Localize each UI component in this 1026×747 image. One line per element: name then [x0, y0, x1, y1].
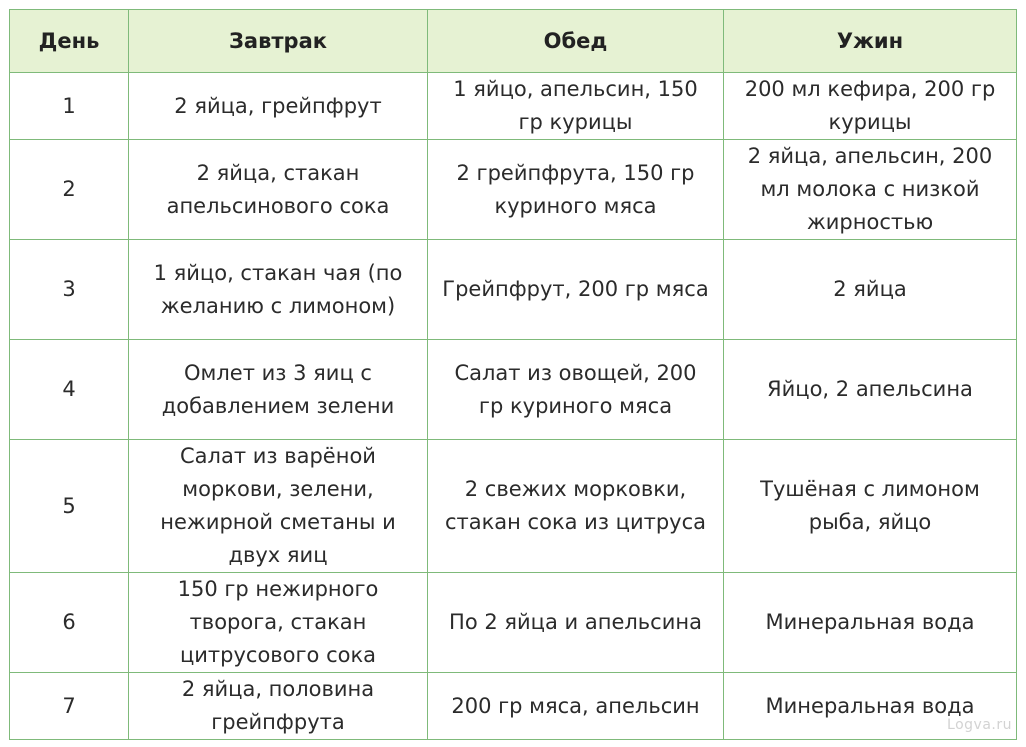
cell-breakfast: Салат из варёной моркови, зелени, нежирной сметаны и двух яиц: [129, 440, 428, 573]
table-row: [10, 240, 1017, 340]
cell-day: 1: [10, 73, 129, 140]
header-day: День: [10, 10, 129, 73]
cell-breakfast: 2 яйца, половина грейпфрута: [129, 673, 428, 740]
diet-table: [9, 9, 1017, 740]
table-row: [10, 73, 1017, 140]
cell-breakfast: 2 яйца, грейпфрут: [129, 73, 428, 140]
cell-breakfast: Омлет из 3 яиц с добавлением зелени: [129, 340, 428, 440]
table-row: [10, 440, 1017, 573]
cell-day: 3: [10, 240, 129, 340]
diet-table-frame: [9, 9, 1016, 736]
cell-day: 6: [10, 573, 129, 673]
cell-lunch: 2 свежих морковки, стакан сока из цитруса: [428, 440, 724, 573]
cell-breakfast: 150 гр нежирного творога, стакан цитрусового сока: [129, 573, 428, 673]
cell-dinner: Минеральная вода: [724, 673, 1017, 740]
table-row: [10, 573, 1017, 673]
cell-lunch: 1 яйцо, апельсин, 150 гр курицы: [428, 73, 724, 140]
cell-lunch: 2 грейпфрута, 150 гр куриного мяса: [428, 140, 724, 240]
cell-dinner: Яйцо, 2 апельсина: [724, 340, 1017, 440]
cell-dinner: Тушёная с лимоном рыба, яйцо: [724, 440, 1017, 573]
cell-lunch: По 2 яйца и апельсина: [428, 573, 724, 673]
cell-day: 4: [10, 340, 129, 440]
table-row: [10, 673, 1017, 740]
header-breakfast: Завтрак: [129, 10, 428, 73]
watermark: Logva.ru: [947, 717, 1012, 733]
cell-dinner: 200 мл кефира, 200 гр курицы: [724, 73, 1017, 140]
cell-day: 2: [10, 140, 129, 240]
cell-breakfast: 2 яйца, стакан апельсинового сока: [129, 140, 428, 240]
cell-dinner: 2 яйца, апельсин, 200 мл молока с низкой жирностью: [724, 140, 1017, 240]
table-row: [10, 340, 1017, 440]
cell-dinner: Минеральная вода: [724, 573, 1017, 673]
cell-lunch: 200 гр мяса, апельсин: [428, 673, 724, 740]
cell-breakfast: 1 яйцо, стакан чая (по желанию с лимоном): [129, 240, 428, 340]
header-lunch: Обед: [428, 10, 724, 73]
cell-day: 7: [10, 673, 129, 740]
table-row: [10, 140, 1017, 240]
cell-dinner: 2 яйца: [724, 240, 1017, 340]
cell-day: 5: [10, 440, 129, 573]
cell-lunch: Салат из овощей, 200 гр куриного мяса: [428, 340, 724, 440]
cell-lunch: Грейпфрут, 200 гр мяса: [428, 240, 724, 340]
table-header-row: [10, 10, 1017, 73]
header-dinner: Ужин: [724, 10, 1017, 73]
